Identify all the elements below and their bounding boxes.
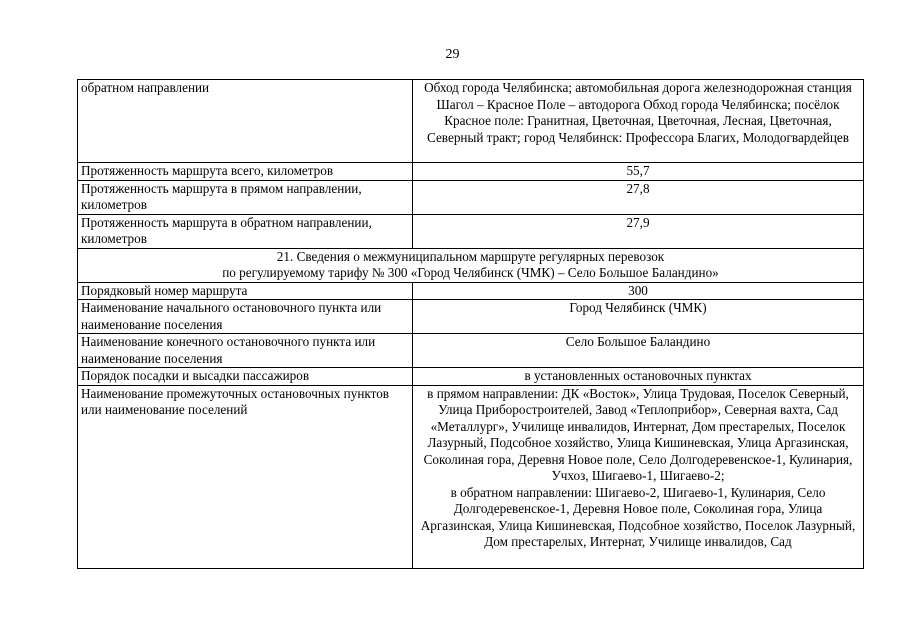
section-title-line1: 21. Сведения о межмуниципальном маршруте регулярных перевозок [276,248,665,264]
stops-forward: в прямом направлении: ДК «Восток», Улица Трудовая, Поселок Северный, Улица Приборостроителей, Завод «Теплоприбор», Северная вахта, Сад «Металлург», Училище инвалидов, Интернат, Дом престарелых, Поселок Лазурный, Подсобное хозяйство, Улица Кишиневская, Улица Аргазинская, Соколиная гора, Деревня Новое поле, Село Долгодеревенское-1, Кулинария, Учхоз, Шигаево-1, Шигаево-2; [423,385,853,483]
row-value: в установленных остановочных пунктах [413,368,864,386]
table-row [78,80,864,163]
row-label: обратном направлении [78,80,413,163]
table-row [78,214,864,248]
row-value: 55,7 [413,163,864,181]
row-value: 300 [413,282,864,300]
table-row [78,368,864,386]
row-label: Протяженность маршрута всего, километров [78,163,413,181]
row-label: Порядок посадки и высадки пассажиров [78,368,413,386]
row-value: 27,9 [413,214,864,248]
row-label: Протяженность маршрута в обратном направлении, километров [78,214,413,248]
section-header [78,248,864,282]
row-value [413,385,864,568]
route-info-table [77,79,864,569]
section-title-line2: по регулируемому тарифу № 300 «Город Челябинск (ЧМК) – Село Большое Баландино» [222,265,719,280]
page-number: 29 [445,47,460,62]
section-header-row [78,248,864,282]
table-row [78,334,864,368]
row-label: Наименование промежуточных остановочных пунктов или наименование поселений [78,385,413,568]
row-value: Город Челябинск (ЧМК) [413,300,864,334]
row-label: Наименование начального остановочного пункта или наименование поселения [78,300,413,334]
row-label: Наименование конечного остановочного пункта или наименование поселения [78,334,413,368]
stops-reverse: в обратном направлении: Шигаево-2, Шигаево-1, Кулинария, Село Долгодеревенское-1, Деревня Новое поле, Соколиная гора, Улица Аргазинская, Улица Кишиневская, Подсобное хозяйство, Поселок Лазурный, Дом престарелых, Интернат, Училище инвалидов, Сад [420,484,856,549]
table-row [78,180,864,214]
row-value: Село Большое Баландино [413,334,864,368]
row-label: Протяженность маршрута в прямом направлении, километров [78,180,413,214]
row-value: Обход города Челябинска; автомобильная дорога железнодорожная станция Шагол – Красное Поле – автодорога Обход города Челябинска; посёлок Красное поле: Гранитная, Цветочная, Цветочная, Лесная, Цветочная, Северный тракт; город Челябинск: Профессора Благих, Молодогвардейцев [413,80,864,163]
table-row [78,282,864,300]
table-row [78,385,864,568]
row-value: 27,8 [413,180,864,214]
table-row [78,300,864,334]
row-label: Порядковый номер маршрута [78,282,413,300]
table-row [78,163,864,181]
